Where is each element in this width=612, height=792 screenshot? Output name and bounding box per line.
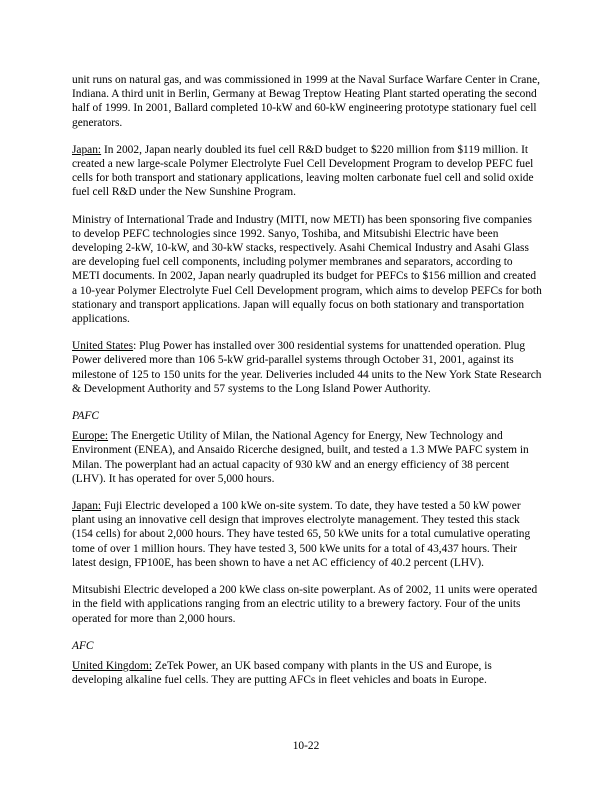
country-label-japan: Japan: [72,500,102,513]
section-heading-afc: AFC [72,639,94,652]
paragraph-text: Mitsubishi Electric developed a 200 kWe class on-site powerplant. As of 2002, 11 units were operated in the field with applications ranging from an electric utility to a brewery factory. Four of the units operated for more than 2,000 hours. [72,584,538,625]
section-heading-pafc: PAFC [72,410,100,423]
country-label-europe: Europe: [72,430,109,443]
paragraph-japan-fuji-electric [72,499,542,570]
paragraph-text: In 2002, Japan nearly doubled its fuel cell R&D budget to $220 million from $119 million. It created a new large-scale Polymer Electrolyte Fuel Cell Development Program to develop PEFC fuel cells for both transport and stationary applications, leaving molten carbonate fuel cell and solid oxide fuel cell R&D under the New Sunshine Program. [72,143,534,199]
paragraph-text: Fuji Electric developed a 100 kWe on-site system. To date, they have tested a 50 kW power plant using an innovative cell design that improves electrolyte management. They tested this stack (154 cells) for about 2,000 hours. They have tested 65, 50 kWe units for a total cumulative operating tome of over 1 million hours. They have tested 3, 500 kWe units for a total of 43,437 hours. Their latest design, FP100E, has been shown to have a net AC efficiency of 40.2 percent (LHV). [72,500,531,569]
paragraph-japan-pefc-budget [72,143,542,200]
paragraph-text: ZeTek Power, an UK based company with plants in the US and Europe, is developing alkaline fuel cells. They are putting AFCs in fleet vehicles and boats in Europe. [72,659,492,687]
document-body [72,73,542,700]
paragraph-ballard-units [72,73,542,130]
page-number: 10-22 [292,740,320,752]
paragraph-united-states-plug-power [72,339,542,396]
paragraph-united-kingdom-zetek [72,659,542,687]
paragraph-europe-pafc [72,429,542,486]
paragraph-miti-sponsorship [72,213,542,327]
paragraph-text: The Energetic Utility of Milan, the National Agency for Energy, New Technology and Environment (ENEA), and Ansaido Ricerche designed, built, and tested a 1.3 MWe PAFC system in Milan. The powerplant had an actual capacity of 930 kW and an energy efficiency of 38 percent (LHV). It has operated for over 5,000 hours. [72,430,529,485]
paragraph-text: Ministry of International Trade and Industry (MITI, now METI) has been sponsoring five companies to develop PEFC technologies since 1992. Sanyo, Toshiba, and Mitsubishi Electric have been developing 2-kW, 10-kW, and 30-kW stacks, respectively. Asahi Chemical Industry and Asahi Glass are developing fuel cell components, including polymer membranes and separators, according to METI documents. In 2002, Japan nearly quadrupled its budget for PEFCs to $156 million and created a 10-year Polymer Electrolyte Fuel Cell Development program, which aims to develop PEFCs for both stationary and transport applications. Japan will equally focus on both stationary and transportation applications. [72,213,542,326]
country-label-united-states: United States [72,340,134,353]
paragraph-text: unit runs on natural gas, and was commissioned in 1999 at the Naval Surface Warfare Center in Crane, Indiana. A third unit in Berlin, Germany at Bewag Treptow Heating Plant started operating the second half of 1999. In 2001, Ballard completed 10-kW and 60-kW engineering prototype stationary fuel cell generators. [72,74,540,129]
paragraph-text: : Plug Power has installed over 300 residential systems for unattended operation. Plug Power delivered more than 106 5-kW grid-parallel systems through October 31, 2001, against its milestone of 125 to 150 units for the year. Deliveries included 44 units to the New York State Research & Development Authority and 57 systems to the Long Island Power Authority. [72,340,542,395]
country-label-japan: Japan: [72,143,102,156]
paragraph-mitsubishi-electric [72,583,542,626]
country-label-united-kingdom: United Kingdom: [72,659,153,672]
